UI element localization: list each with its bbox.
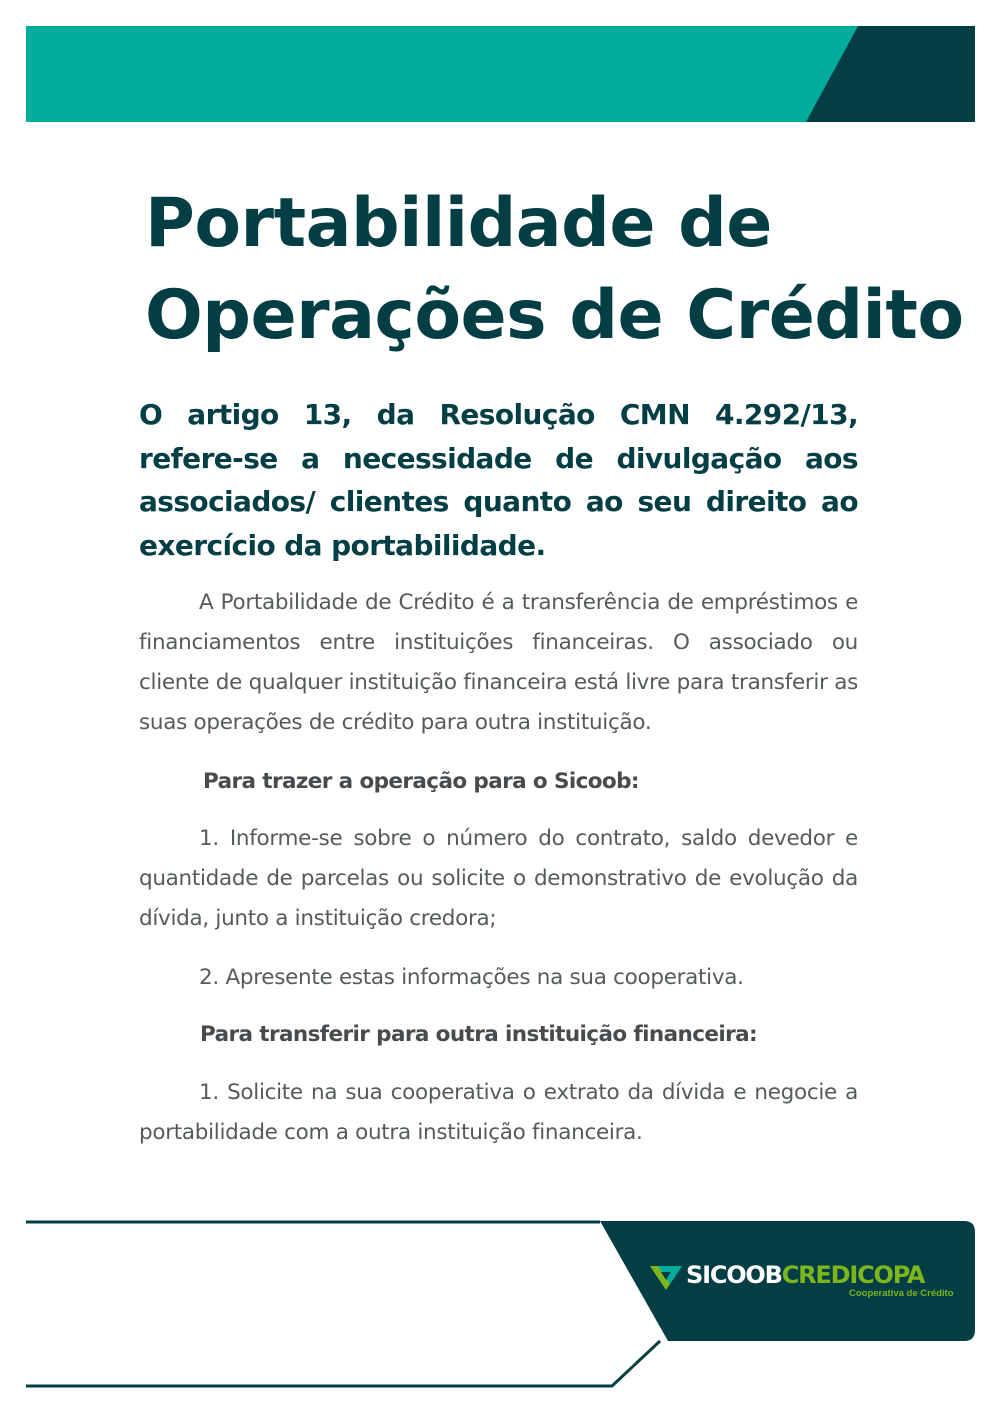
header-banner <box>0 0 1000 130</box>
definition-paragraph: A Portabilidade de Crédito é a transferência de empréstimos e financiamentos entre instituições financeiras. O associado ou cliente de qualquer instituição financeira está livre para transferir as suas operações de crédito para outra instituição. <box>139 590 858 735</box>
sicoob-credicopa-logo <box>650 1258 960 1308</box>
lead-paragraph: O artigo 13, da Resolução CMN 4.292/13, refere-se a necessidade de divulgação aos associados/ clientes quanto ao seu direito ao exercício da portabilidade. <box>139 398 858 562</box>
sicoob-v-mark-icon <box>650 1263 682 1291</box>
bring-step-2: 2. Apresente estas informações na sua cooperativa. <box>199 965 744 990</box>
page-title-line1: Portabilidade de <box>145 184 772 263</box>
bring-operation-heading: Para trazer a operação para o Sicoob: <box>203 769 639 794</box>
logo-brand-credicopa: CREDICOPA <box>781 1261 925 1289</box>
logo-brand-sicoob: SICOOB <box>686 1261 782 1289</box>
logo-tagline: Cooperativa de Crédito <box>849 1288 954 1299</box>
transfer-step-1: 1. Solicite na sua cooperativa o extrato da dívida e negocie a portabilidade com a outra instituição financeira. <box>139 1080 858 1145</box>
page-title <box>145 178 964 362</box>
page-title-line2: Operações de Crédito <box>145 276 964 355</box>
bring-step-1: 1. Informe-se sobre o número do contrato, saldo devedor e quantidade de parcelas ou solicite o demonstrativo de evolução da dívida, junto a instituição credora; <box>139 826 858 931</box>
footer-bottom-rule <box>26 1341 660 1386</box>
logo-wordmark <box>686 1258 924 1292</box>
transfer-operation-heading: Para transferir para outra instituição financeira: <box>200 1022 758 1047</box>
